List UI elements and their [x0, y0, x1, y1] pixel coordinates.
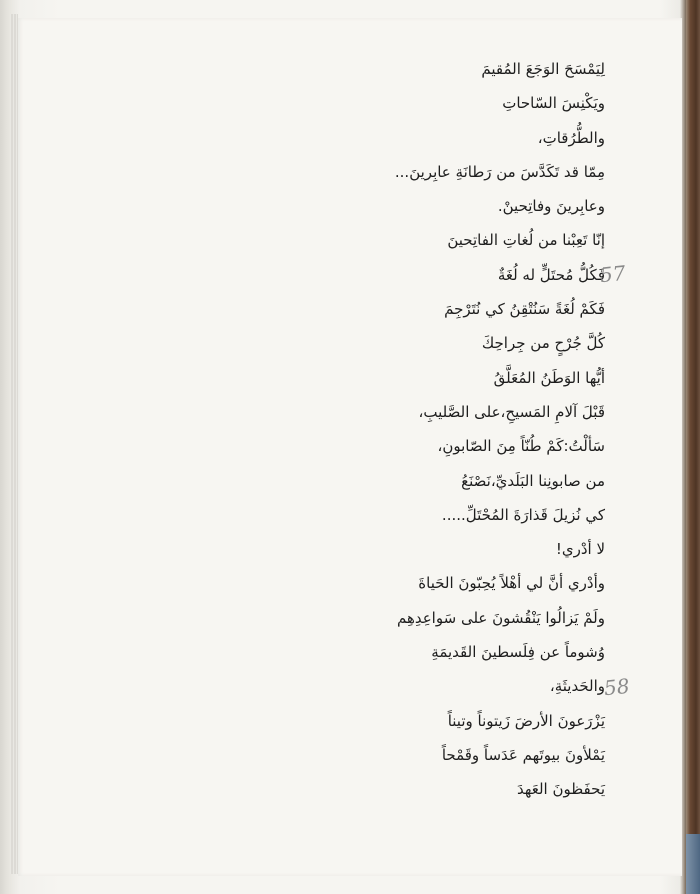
poem-text: [265, 52, 605, 807]
page-edges: [10, 14, 18, 874]
poem-line: كي نُزيلَ قَذارَةَ المُحْتَلِّ.....: [441, 505, 605, 524]
poem-line: فَكَمْ لُغَةً سَنُتْقِنُ كي نُتَرْجِمَ: [444, 300, 605, 319]
margin-page-note: 57: [598, 260, 627, 288]
poem-line: إنّا تَعِبْنا من لُغاتِ الفاتِحينَ: [447, 231, 605, 250]
poem-line: والحَديثَةِ،: [549, 677, 605, 696]
poem-line: سَألْتُ:كَمْ طُنّاً مِنَ الصّابونِ،: [437, 437, 605, 456]
poem-line: لِيَمْسَحَ الوَجَعَ المُقيمَ: [481, 60, 605, 78]
poem-line: فَكُلُّ مُحتَلٍّ له لُغَةٌ: [497, 265, 605, 284]
poem-line: من صابونِنا البَلَديِّ،نَصْنَعُ: [461, 471, 605, 490]
poem-line: وأدْري أنَّ لي أهْلاً يُحِبّونَ الحَياةَ: [418, 574, 605, 593]
poem-line: ولَمْ يَزالُوا يَنْقُشونَ على سَواعِدِهِم: [396, 608, 605, 627]
poem-line: يَمْلأونَ بيوتَهم عَدَساً وقَمْحاً: [441, 745, 605, 764]
poem-line: مِمّا قد تَكَدَّسَ من رَطانَةِ عابِرينَ...: [394, 162, 605, 181]
poem-line: وُشوماً عن فِلَسطينَ القَديمَةِ: [431, 643, 605, 662]
book-cover-edge: [686, 0, 700, 894]
poem-line: كُلَّ جُرْحٍ من جِراحِكَ: [481, 334, 605, 353]
poem-line: ويَكْنِسَ السّاحاتِ: [502, 94, 605, 113]
poem-line: وعابِرينَ وفاتِحينْ.: [497, 197, 605, 216]
poem-line: لا أدْري!: [555, 540, 605, 559]
poem-line: والطُّرُقاتِ،: [537, 128, 605, 147]
poem-line: يَزْرَعونَ الأرضَ زَيتوناً وتيناً: [447, 711, 605, 730]
poem-line: قَبْلَ آلامِ المَسيحِ،على الصَّليبِ،: [418, 402, 605, 421]
poem-line: يَحفَظونَ العَهدَ: [516, 780, 605, 799]
poem-line: أيُّها الوَطَنُ المُعَلَّقُ: [493, 368, 605, 387]
book-cover-corner: [686, 834, 700, 894]
margin-page-note: 58: [602, 673, 631, 701]
